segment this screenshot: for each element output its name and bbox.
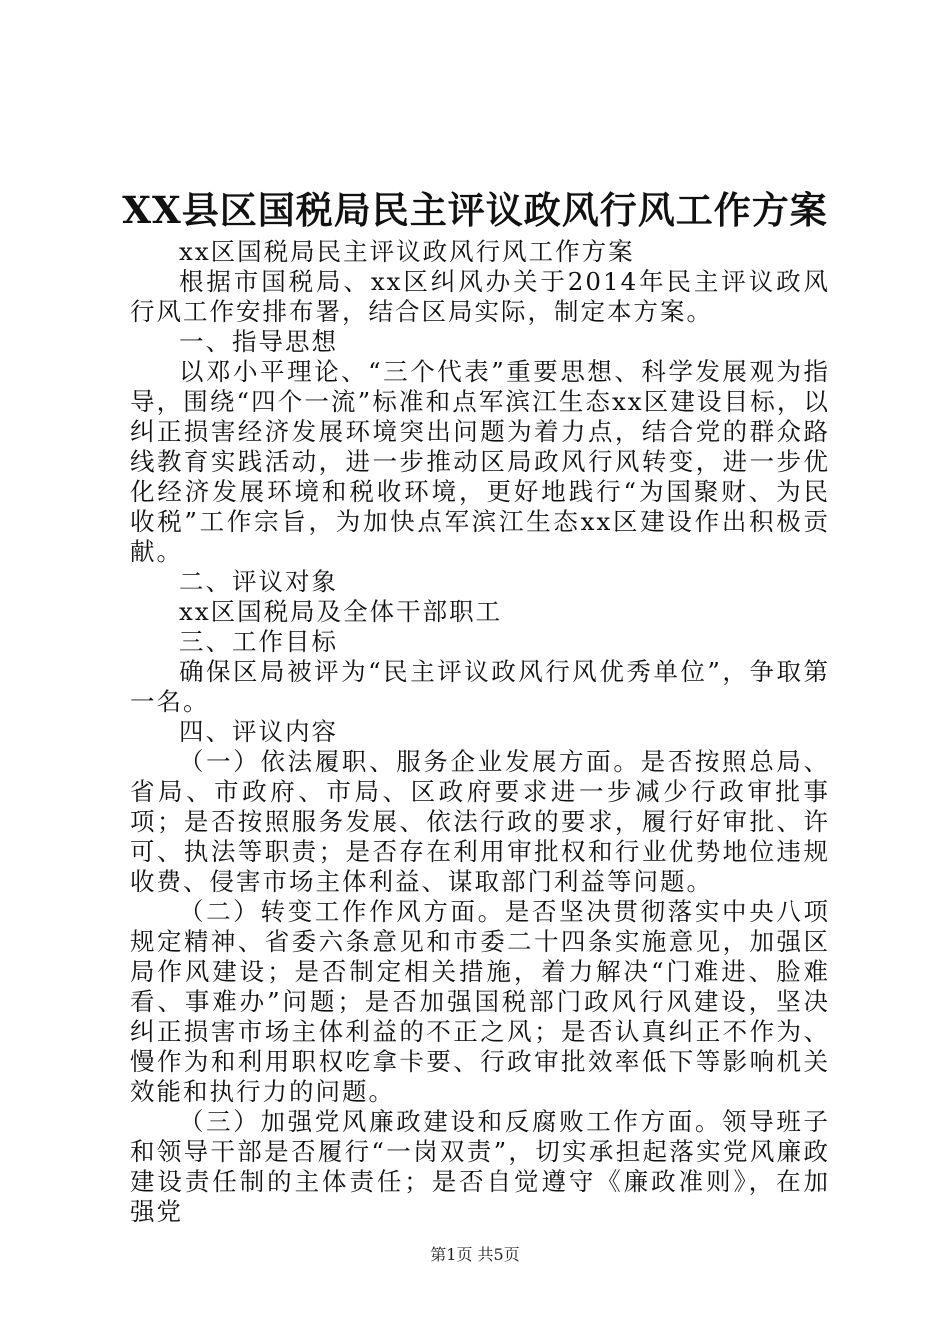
work-goals-paragraph: 确保区局被评为“民主评议政风行风优秀单位”，争取第一名。	[130, 657, 830, 716]
section-heading-guiding-thought: 一、指导思想	[179, 327, 338, 356]
intro-paragraph: 根据市国税局、xx区纠风办关于2014年民主评议政风行风工作安排布署，结合区局实际，制定本方案。	[130, 267, 830, 326]
review-targets-paragraph: xx区国税局及全体干部职工	[179, 597, 503, 626]
review-content-item-3: （三）加强党风廉政建设和反腐败工作方面。领导班子和领导干部是否履行“一岗双责”，切实承担起落实党风廉政建设责任制的主体责任；是否自觉遵守《廉政准则》，在加强党	[130, 1107, 830, 1226]
section-heading-review-content: 四、评议内容	[179, 717, 338, 746]
section-heading-review-targets: 二、评议对象	[179, 567, 338, 596]
document-body	[130, 237, 830, 1227]
subtitle-paragraph: xx区国税局民主评议政风行风工作方案	[179, 237, 635, 266]
guiding-thought-paragraph: 以邓小平理论、“三个代表”重要思想、科学发展观为指导，围绕“四个一流”标准和点军滨江生态xx区建设目标，以纠正损害经济发展环境突出问题为着力点，结合党的群众路线教育实践活动，进一步推动区局政风行风转变，进一步优化经济发展环境和税收环境，更好地践行“为国聚财、为民收税”工作宗旨，为加快点军滨江生态xx区建设作出积极贡献。	[130, 357, 830, 566]
review-content-item-1: （一）依法履职、服务企业发展方面。是否按照总局、省局、市政府、市局、区政府要求进一步减少行政审批事项；是否按照服务发展、依法行政的要求，履行好审批、许可、执法等职责；是否存在利用审批权和行业优势地位违规收费、侵害市场主体利益、谋取部门利益等问题。	[130, 747, 830, 896]
section-heading-work-goals: 三、工作目标	[179, 627, 338, 656]
review-content-item-2: （二）转变工作作风方面。是否坚决贯彻落实中央八项规定精神、省委六条意见和市委二十四条实施意见，加强区局作风建设；是否制定相关措施，着力解决“门难进、脸难看、事难办”问题；是否加强国税部门政风行风建设，坚决纠正损害市场主体利益的不正之风；是否认真纠正不作为、慢作为和利用职权吃拿卡要、行政审批效率低下等影响机关效能和执行力的问题。	[130, 897, 830, 1106]
page-number: 第1页 共5页	[430, 1245, 520, 1264]
document-title: XX县区国税局民主评议政风行风工作方案	[122, 188, 828, 232]
